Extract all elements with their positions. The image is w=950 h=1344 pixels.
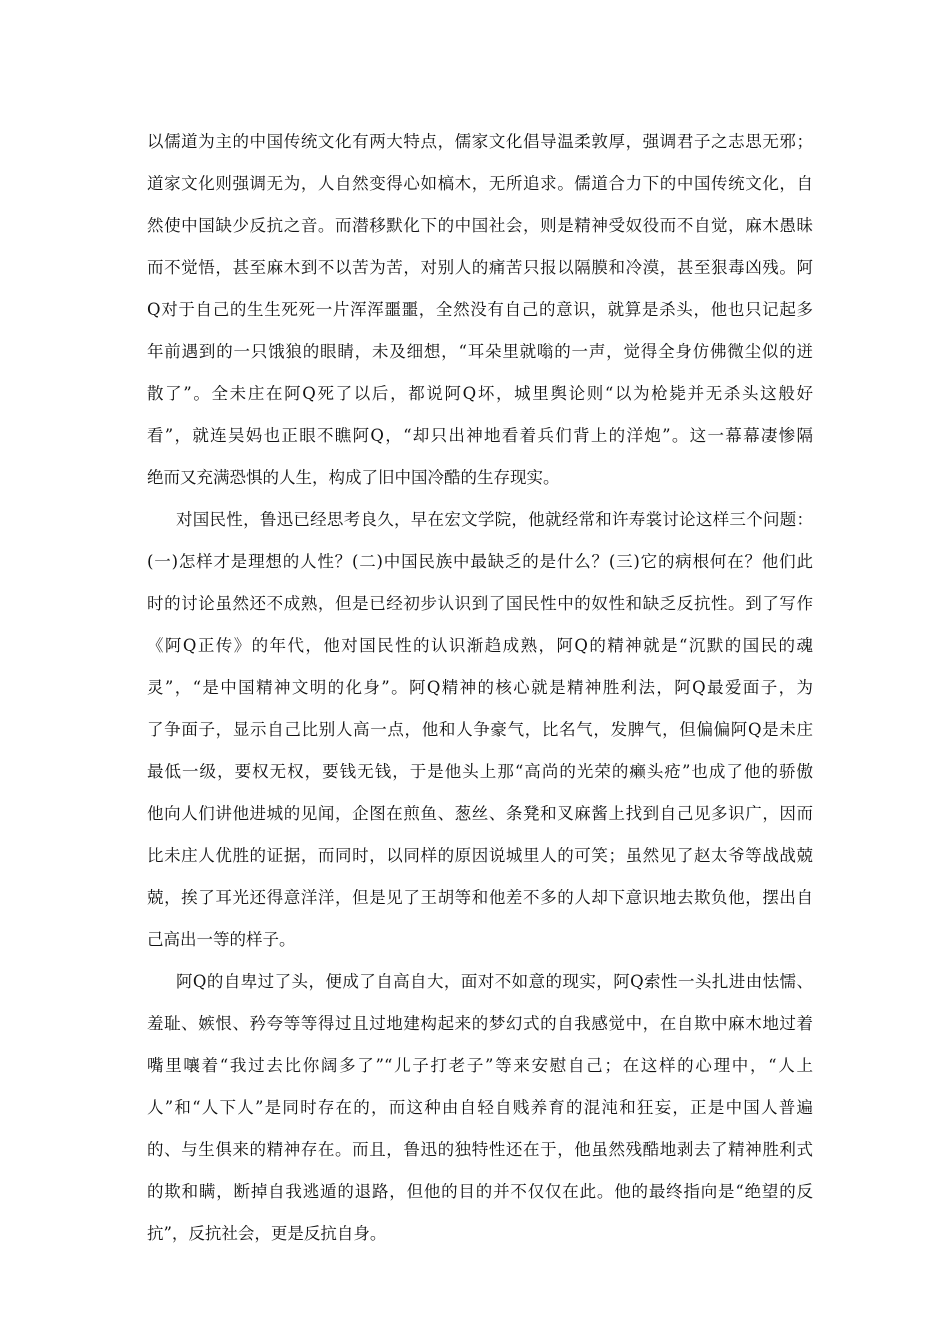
text-line: 最低一级，要权无权，要钱无钱，于是他头上那“高尚的光荣的癞头疮”也成了他的骄傲: [147, 762, 813, 781]
text-line: 看”，就连吴妈也正眼不瞧阿Q，“却只出神地看着兵们背上的洋炮”。这一幕幕凄惨隔: [147, 426, 813, 445]
text-line: 羞耻、嫉恨、矜夸等等得过且过地建构起来的梦幻式的自我感觉中，在自欺中麻木地过着: [147, 1014, 813, 1033]
text-line: 道家文化则强调无为，人自然变得心如槁木，无所追求。儒道合力下的中国传统文化，自: [147, 174, 813, 193]
text-line: 而不觉悟，甚至麻木到不以苦为苦，对别人的痛苦只报以隔膜和冷漠，甚至狠毒凶残。阿: [147, 258, 813, 277]
text-line: 抗”，反抗社会，更是反抗自身。: [147, 1224, 387, 1243]
text-line: 了争面子，显示自己比别人高一点，他和人争豪气，比名气，发脾气，但偏偏阿Q是未庄: [147, 720, 813, 739]
text-line: Q对于自己的生生死死一片浑浑噩噩，全然没有自己的意识，就算是杀头，他也只记起多: [147, 300, 813, 319]
text-line: 时的讨论虽然还不成熟，但是已经初步认识到了国民性中的奴性和缺乏反抗性。到了写作: [147, 594, 813, 613]
text-line: 兢，挨了耳光还得意洋洋，但是见了王胡等和他差不多的人却下意识地去欺负他，摆出自: [147, 888, 813, 907]
text-line: 比未庄人优胜的证据，而同时，以同样的原因说城里人的可笑；虽然见了赵太爷等战战兢: [147, 846, 813, 865]
text-line: 嘴里嚷着“我过去比你阔多了”“儿子打老子”等来安慰自己；在这样的心理中，“人上: [147, 1056, 813, 1075]
text-line: 散了”。全未庄在阿Q死了以后，都说阿Q坏，城里舆论则“以为枪毙并无杀头这般好: [147, 384, 813, 403]
text-line: 的、与生俱来的精神存在。而且，鲁迅的独特性还在于，他虽然残酷地剥去了精神胜利式: [147, 1140, 813, 1159]
text-line: 灵”，“是中国精神文明的化身”。阿Q精神的核心就是精神胜利法，阿Q最爱面子，为: [147, 678, 813, 697]
text-line: 人”和“人下人”是同时存在的，而这种由自轻自贱养育的混沌和狂妄，正是中国人普遍: [147, 1098, 813, 1117]
text-line: 年前遇到的一只饿狼的眼睛，未及细想，“耳朵里就嗡的一声，觉得全身仿佛微尘似的迸: [147, 342, 813, 361]
text-line: 的欺和瞒，断掉自我逃遁的退路，但他的目的并不仅仅在此。他的最终指向是“绝望的反: [147, 1182, 813, 1201]
text-line: 阿Q的自卑过了头，便成了自高自大，面对不如意的现实，阿Q索性一头扎进由怯懦、: [176, 972, 813, 991]
text-line: 以儒道为主的中国传统文化有两大特点，儒家文化倡导温柔敦厚，强调君子之志思无邪；: [147, 132, 813, 151]
text-line: 他向人们讲他进城的见闻，企图在煎鱼、葱丝、条凳和叉麻酱上找到自己见多识广，因而: [147, 804, 813, 823]
text-line: 己高出一等的样子。: [147, 930, 296, 949]
text-line: 绝而又充满恐惧的人生，构成了旧中国冷酷的生存现实。: [147, 468, 560, 487]
text-line: (一)怎样才是理想的人性？(二)中国民族中最缺乏的是什么？(三)它的病根何在？他们此: [147, 552, 813, 571]
text-line: 对国民性，鲁迅已经思考良久，早在宏文学院，他就经常和许寿裳讨论这样三个问题：: [176, 510, 813, 529]
text-line: 《阿Q正传》的年代，他对国民性的认识渐趋成熟，阿Q的精神就是“沉默的国民的魂: [147, 636, 813, 655]
text-line: 然使中国缺少反抗之音。而潜移默化下的中国社会，则是精神受奴役而不自觉，麻木愚昧: [147, 216, 813, 235]
